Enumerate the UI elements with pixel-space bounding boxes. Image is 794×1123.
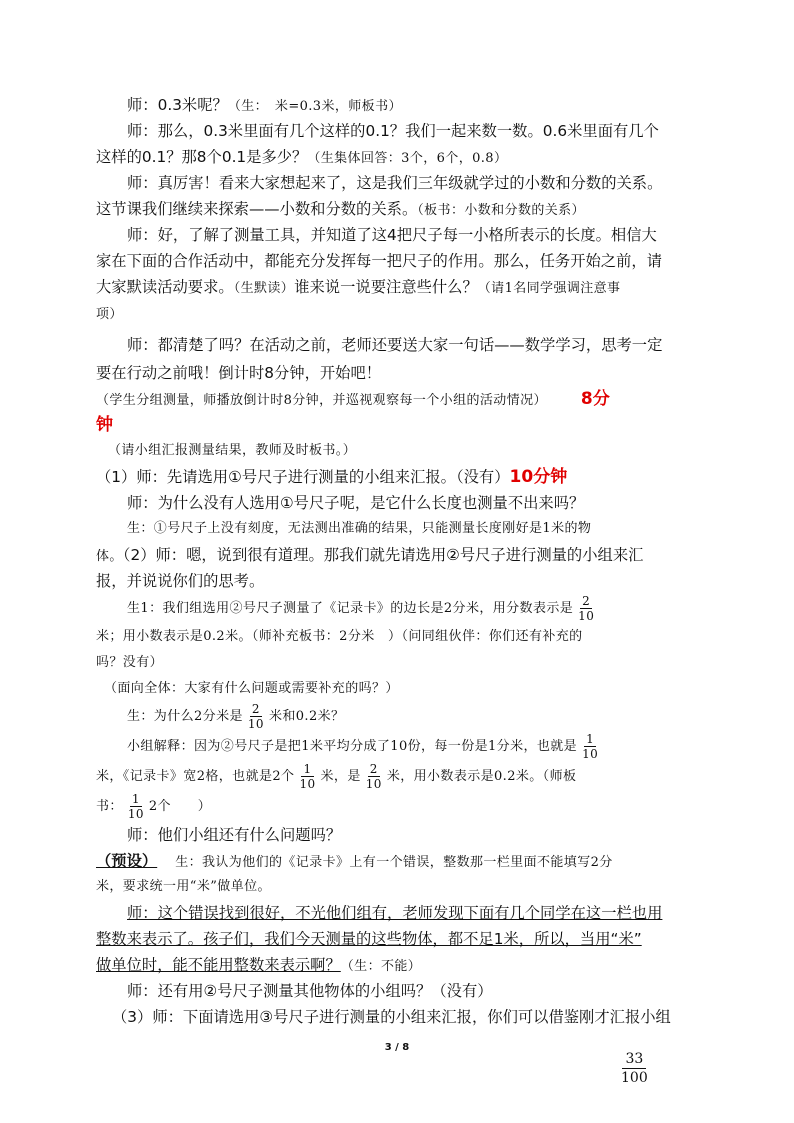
line-25 [96,732,702,762]
line-13 [96,412,702,438]
line-1 [96,92,702,118]
line-15 [96,464,702,490]
teacher-text: 谁来说一说要注意些什么？ [294,278,478,296]
line-32: 整数来表示了。孩子们，我们今天测量的这些物体，都不足1米，所以，当用“米” [96,930,642,948]
student-text: 生：为什么2分米是 [127,709,243,724]
line-11: 要在行动之前哦！倒计时8分钟，开始吧！ [96,364,382,382]
teacher-text: 师：0.3米呢？ [127,96,228,114]
line-20 [96,594,702,624]
line-30: 米，要求统一用“米”做单位。 [96,879,271,894]
line-2: 师：那么，0.3米里面有几个这样的0.1？我们一起来数一数。0.6米里面有几个 [127,122,659,140]
student-note: （生： 米=0.3米，师板书） [227,99,402,114]
fraction: $\frac{2}{10}$ [578,594,595,623]
student-note: 体。 [96,549,123,564]
line-27 [96,792,702,822]
teacher-text: （2）师：嗯，说到很有道理。那我们就先请选用②号尺子进行测量的小组来汇 [122,546,644,564]
line-33 [96,952,702,978]
time-marker: 10分钟 [509,467,568,487]
explanation-text: 米，《记录卡》宽2格，也就是2个 [96,769,295,784]
line-29 [96,848,702,874]
line-21: 米；用小数表示是0.2米。（师补充板书：2分米 ）（问同组伙伴：你们还有补充的 [96,629,583,644]
student-note: 生：我认为他们的《记录卡》上有一个错误，整数那一栏里面不能填写2分 [175,855,613,870]
board-text: 书： [96,799,123,814]
line-3 [96,144,702,170]
line-4: 师：真厉害！看来大家想起来了，这是我们三年级就学过的小数和分数的关系。 [127,174,663,192]
student-text: 米和0.2米？ [268,709,345,724]
line-9: 项） [96,307,123,322]
line-8 [96,274,702,300]
fraction: $\frac{2}{10}$ [365,762,382,791]
line-22: 吗？没有） [96,655,164,670]
teacher-text: （1）师：先请选用①号尺子进行测量的小组来汇报。（没有） [96,468,510,486]
line-18 [96,542,702,568]
student-note: （生默读） [233,281,295,296]
fraction: $\frac{1}{10}$ [582,732,599,761]
explanation-text: 米，用小数表示是0.2米。（师板 [386,769,577,784]
line-17: 生：①号尺子上没有刻度，无法测出准确的结果，只能测量长度刚好是1米的物 [127,521,592,536]
line-14: （请小组汇报测量结果，教师及时板书。） [108,443,357,458]
line-34: 师：还有用②号尺子测量其他物体的小组吗？（没有） [127,982,493,1000]
preset-tag: （预设） [96,852,158,870]
document-body [96,92,702,1030]
page-number: 3 / 8 [384,1042,410,1053]
student-note: （请1名同学强调注意事 [477,281,621,296]
line-19: 报，并说说你们的思考。 [96,572,265,590]
teacher-text: 这样的0.1？那8个0.1是多少？ [96,148,308,166]
line-26 [96,762,702,792]
explanation-text: 小组解释：因为②号尺子是把1米平均分成了10份，每一份是1分米，也就是 [127,739,578,754]
line-35: （3）师：下面请选用③号尺子进行测量的小组来汇报，你们可以借鉴刚才汇报小组 [112,1008,671,1026]
stray-fraction [618,1052,651,1085]
line-16: 师：为什么没有人选用①号尺子呢，是它什么长度也测量不出来吗？ [127,494,585,512]
student-note: （生集体回答：3个，6个，0.8） [307,151,508,166]
fraction: $\frac{2}{10}$ [247,702,264,731]
line-7: 家在下面的合作活动中，都能充分发挥每一把尺子的作用。那么，任务开始之前，请 [96,252,662,270]
line-28: 师：他们小组还有什么问题吗？ [127,826,342,844]
line-12 [96,386,702,412]
fraction-numerator: 33 [622,1052,646,1069]
time-marker: 8分 [580,389,610,409]
activity-note: （学生分组测量，师播放倒计时8分钟，并巡视观察每一个小组的活动情况） [96,393,547,408]
student-note: （生：不能） [340,959,422,974]
fraction: $\frac{1}{10}$ [299,762,316,791]
line-31: 师：这个错误找到很好，不光他们组有，老师发现下面有几个同学在这一栏也用 [127,904,663,922]
teacher-text: 做单位时，能不能用整数来表示啊？ [96,956,341,974]
student-text: 生1：我们组选用②号尺子测量了《记录卡》的边长是2分米，用分数表示是 [127,601,574,616]
line-5 [96,196,702,222]
line-24 [96,702,702,732]
board-note: （板书：小数和分数的关系） [417,203,585,218]
fraction-denominator: 100 [621,1070,648,1086]
line-6: 师：好，了解了测量工具，并知道了这4把尺子每一小格所表示的长度。相信大 [127,226,657,244]
line-10: 师：都清楚了吗？在活动之前，老师还要送大家一句话——数学学习，思考一定 [127,336,663,354]
fraction: $\frac{1}{10}$ [127,792,144,821]
teacher-text: 这节课我们继续来探索——小数和分数的关系。 [96,200,418,218]
line-23: （面向全体：大家有什么问题或需要补充的吗？） [104,681,399,696]
explanation-text: 米，是 [320,769,361,784]
teacher-text: 大家默读活动要求。 [96,278,234,296]
board-text: 2个 ） [148,799,212,814]
time-marker-continued: 钟 [96,415,113,435]
